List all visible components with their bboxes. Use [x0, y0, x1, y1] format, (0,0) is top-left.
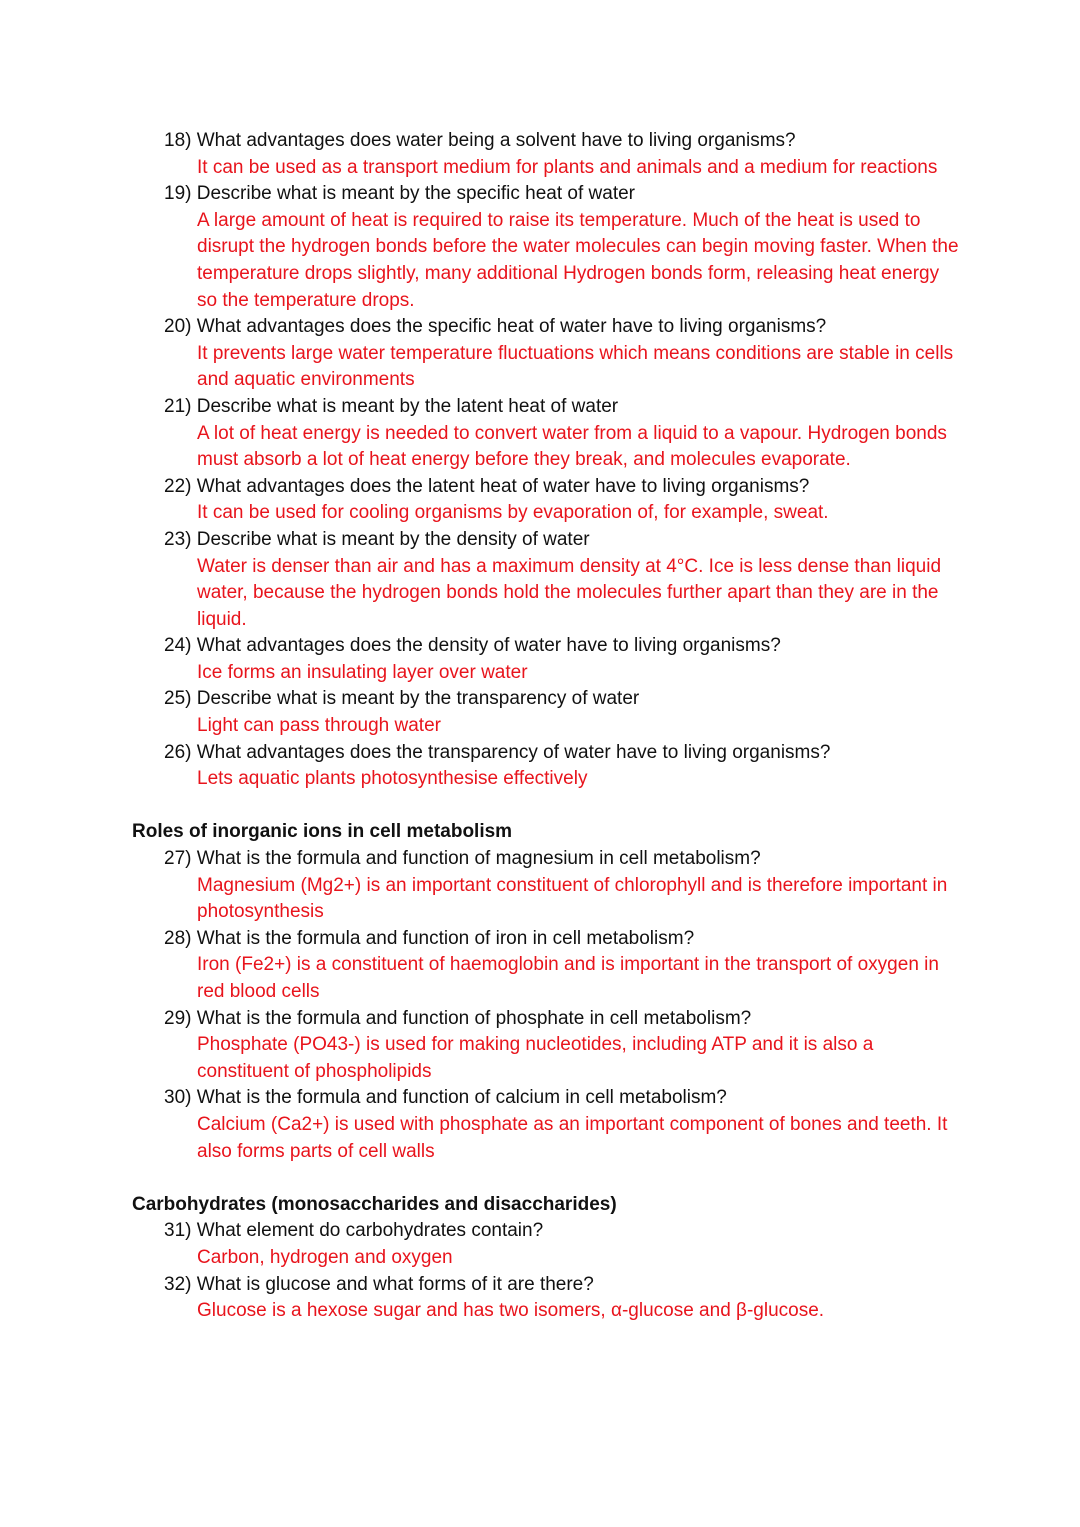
answer-25: Light can pass through water — [197, 715, 441, 737]
question-31: 31) What element do carbohydrates contain? — [164, 1220, 544, 1242]
answer-21: A lot of heat energy is needed to convert water from a liquid to a vapour. Hydrogen bonds must absorb a lot of heat energy before they break, and molecules evaporate. — [197, 422, 947, 471]
answer-22: It can be used for cooling organisms by evaporation of, for example, sweat. — [197, 502, 829, 524]
question-26: 26) What advantages does the transparency of water have to living organisms? — [164, 741, 831, 763]
answer-23: Water is denser than air and has a maximum density at 4°C. Ice is less dense than liquid water, because the hydrogen bonds hold the molecules further apart than they are in the liquid. — [197, 555, 942, 630]
section-gap — [0, 793, 1080, 820]
answer-32: Glucose is a hexose sugar and has two isomers, α-glucose and β-glucose. — [197, 1300, 825, 1322]
answer-26: Lets aquatic plants photosynthesise effectively — [197, 768, 588, 790]
answer-30: Calcium (Ca2+) is used with phosphate as an important component of bones and teeth. It also forms parts of cell walls — [197, 1113, 948, 1162]
answer-20: It prevents large water temperature fluctuations which means conditions are stable in cells and aquatic environments — [197, 342, 954, 391]
section-heading-inorganic-ions: Roles of inorganic ions in cell metabolism — [132, 821, 513, 843]
answer-27: Magnesium (Mg2+) is an important constituent of chlorophyll and is therefore important in photosynthesis — [197, 874, 948, 923]
answer-18: It can be used as a transport medium for plants and animals and a medium for reactions — [197, 156, 938, 178]
question-30: 30) What is the formula and function of calcium in cell metabolism? — [164, 1087, 727, 1109]
qa-block-ions — [164, 846, 964, 1165]
question-24: 24) What advantages does the density of water have to living organisms? — [164, 635, 781, 657]
question-28: 28) What is the formula and function of iron in cell metabolism? — [164, 927, 695, 949]
question-19: 19) Describe what is meant by the specific heat of water — [164, 183, 636, 205]
qa-block-carbohydrates — [164, 1218, 964, 1324]
answer-29: Phosphate (PO43-) is used for making nucleotides, including ATP and it is also a constituent of phospholipids — [197, 1034, 874, 1082]
answer-31: Carbon, hydrogen and oxygen — [197, 1246, 453, 1268]
answer-19: A large amount of heat is required to raise its temperature. Much of the heat is used to disrupt the hydrogen bonds before the water molecules can begin moving faster. When the temperature drops slightly, many additional Hydrogen bonds form, releasing heat energy so the temperature drops. — [197, 209, 959, 311]
section-gap — [0, 1165, 1080, 1192]
document-page — [0, 128, 1080, 1325]
question-18: 18) What advantages does water being a solvent have to living organisms? — [164, 130, 796, 151]
answer-24: Ice forms an insulating layer over water — [197, 661, 528, 683]
question-29: 29) What is the formula and function of phosphate in cell metabolism? — [164, 1007, 752, 1029]
question-23: 23) Describe what is meant by the density of water — [164, 528, 590, 550]
question-27: 27) What is the formula and function of magnesium in cell metabolism? — [164, 848, 761, 870]
question-20: 20) What advantages does the specific heat of water have to living organisms? — [164, 316, 827, 338]
section-heading-carbohydrates: Carbohydrates (monosaccharides and disaccharides) — [132, 1193, 617, 1215]
qa-block-water — [164, 128, 964, 793]
question-25: 25) Describe what is meant by the transparency of water — [164, 688, 640, 710]
question-21: 21) Describe what is meant by the latent heat of water — [164, 395, 619, 417]
question-32: 32) What is glucose and what forms of it are there? — [164, 1273, 594, 1295]
question-22: 22) What advantages does the latent heat of water have to living organisms? — [164, 475, 810, 497]
answer-28: Iron (Fe2+) is a constituent of haemoglobin and is important in the transport of oxygen in red blood cells — [197, 954, 939, 1002]
